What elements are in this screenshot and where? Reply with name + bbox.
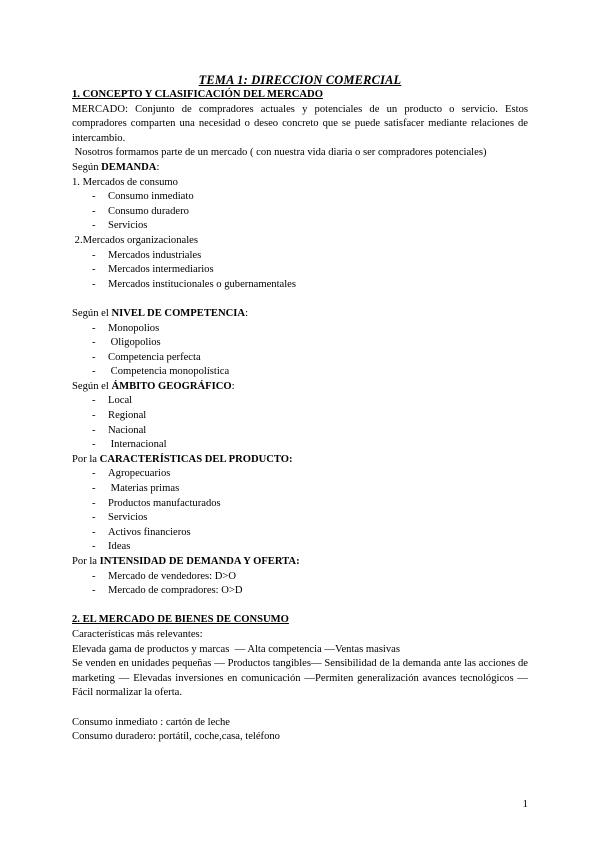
section-2-heading: 2. EL MERCADO DE BIENES DE CONSUMO [72,614,289,626]
document-title: TEMA 1: DIRECCION COMERCIAL [198,73,402,87]
consumo-group-title: 1. Mercados de consumo [72,176,178,188]
competencia-prefix: Según el [72,307,112,319]
geografico-list [72,394,528,452]
list-item: - Oligopolios [72,336,528,351]
demanda-suffix: : [156,161,160,173]
mercado-note: Nosotros formamos parte de un mercado ( con nuestra vida diaria o ser compradores potenciales) [72,147,487,159]
consumo-list [72,190,528,234]
spacer [72,599,528,614]
list-item: - Monopolios [72,322,528,337]
list-item: - Regional [72,409,528,424]
producto-label: CARACTERÍSTICAS DEL PRODUCTO: [99,453,293,465]
intensidad-list [72,570,528,599]
geografico-suffix: : [231,380,235,392]
list-item: - Ideas [72,540,528,555]
mercado-definition: MERCADO: Conjunto de compradores actuales y potenciales de un producto o servicio. Estos compradores comparten una necesidad o deseo concreto que se puede satisfacer mediante relaciones de intercambio. [72,103,528,144]
intensidad-label: INTENSIDAD DE DEMANDA Y OFERTA: [99,556,300,567]
list-item: - Agropecuarios [72,467,528,482]
demanda-heading [72,161,528,176]
intensidad-heading [72,555,528,570]
competencia-list [72,322,528,380]
caracteristicas-label: Características más relevantes: [72,628,203,640]
competencia-suffix: : [245,307,249,319]
geografico-prefix: Según el [72,380,112,392]
organizacionales-group-title: 2.Mercados organizacionales [72,234,198,246]
list-item: - Mercados institucionales o gubernamentales [72,278,528,293]
competencia-label: NIVEL DE COMPETENCIA [111,307,246,319]
competencia-heading [72,307,528,322]
page-number: 1 [522,798,528,810]
section-1-heading: 1. CONCEPTO Y CLASIFICACIÓN DEL MERCADO [72,89,323,100]
producto-heading [72,453,528,468]
demanda-prefix: Según [72,161,102,173]
list-item: - Materias primas [72,482,528,497]
list-item: - Productos manufacturados [72,497,528,512]
caracteristicas-line-1: Elevada gama de productos y marcas — Alta competencia —Ventas masivas [72,643,401,655]
list-item: - Local [72,394,528,409]
example-consumo-duradero: Consumo duradero: portátil, coche,casa, teléfono [72,731,280,743]
list-item: - Mercados intermediarios [72,263,528,278]
list-item: - Mercados industriales [72,249,528,264]
spacer [72,701,528,716]
producto-prefix: Por la [72,453,100,465]
geografico-heading [72,380,528,395]
list-item: - Internacional [72,438,528,453]
list-item: - Nacional [72,424,528,439]
intensidad-prefix: Por la [72,556,100,567]
list-item: - Mercado de compradores: O>D [72,584,528,599]
list-item: - Servicios [72,511,528,526]
list-item: - Competencia perfecta [72,351,528,366]
producto-list [72,467,528,555]
list-item: - Mercado de vendedores: D>O [72,570,528,585]
organizacionales-list [72,249,528,293]
caracteristicas-paragraph: Se venden en unidades pequeñas — Productos tangibles— Sensibilidad de la demanda ante las acciones de marketing — Elevadas inversiones en comunicación —Permiten generalización avances tecnológicos — Fácil normalizar la oferta. [72,658,528,699]
list-item: - Activos financieros [72,526,528,541]
spacer [72,292,528,307]
list-item: - Servicios [72,219,528,234]
geografico-label: ÁMBITO GEOGRÁFICO [111,380,232,392]
demanda-label: DEMANDA [101,161,157,173]
list-item: - Competencia monopolística [72,365,528,380]
document-body [72,88,528,745]
example-consumo-inmediato: Consumo inmediato : cartón de leche [72,716,230,728]
list-item: - Consumo duradero [72,205,528,220]
list-item: - Consumo inmediato [72,190,528,205]
